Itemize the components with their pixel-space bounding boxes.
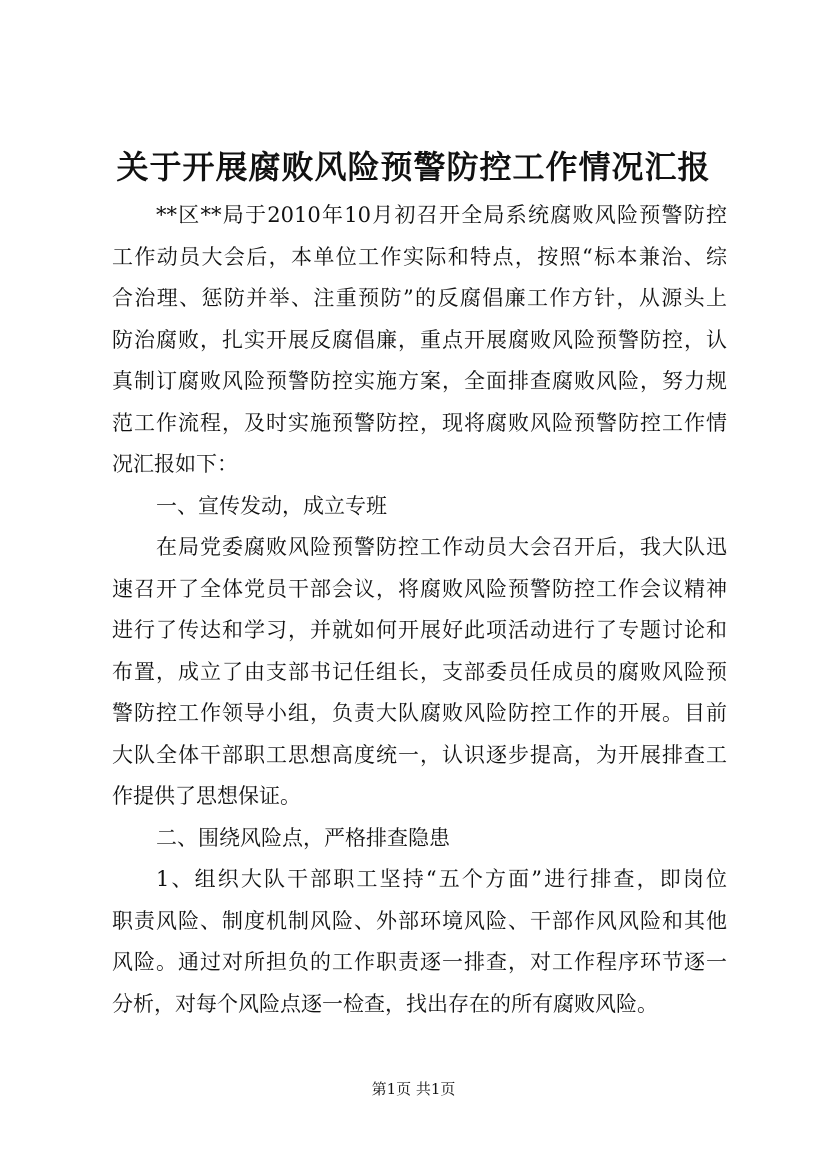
text-line: 二、围绕风险点，严格排查隐患 (156, 825, 450, 850)
text-line: 风险。通过对所担负的工作职责逐一排查，对工作程序环节逐一 (112, 950, 727, 974)
text-line: 1、组织大队干部职工坚持“五个方面”进行排查，即岗位 (156, 867, 727, 891)
page-footer: 第1页 共1页 (371, 1080, 456, 1098)
text-line: 作提供了思想保证。 (112, 784, 301, 808)
section-heading-2 (112, 818, 727, 860)
text-line: 警防控工作领导小组，负责大队腐败风险防控工作的开展。目前 (112, 701, 727, 725)
text-line: 速召开了全体党员干部会议，将腐败风险预警防控工作会议精神 (112, 576, 727, 601)
text-line: 在局党委腐败风险预警防控工作动员大会召开后，我大队迅 (156, 535, 727, 559)
document-title: 关于开展腐败风险预警防控工作情况汇报 (116, 148, 711, 186)
text-line: 防治腐败，扎实开展反腐倡廉，重点开展腐败风险预警防控，认 (112, 327, 727, 352)
text-line: **区**局于2010年10月初召开全局系统腐败风险预警防控 (156, 203, 727, 227)
text-line: 分析，对每个风险点逐一检查，找出存在的所有腐败风险。 (112, 991, 658, 1016)
text-line: 一、宣传发动，成立专班 (156, 493, 387, 518)
text-line: 进行了传达和学习，并就如何开展好此项活动进行了专题讨论和 (112, 618, 727, 642)
section-heading-1 (112, 486, 727, 528)
text-line: 合治理、惩防并举、注重预防”的反腐倡廉工作方针，从源头上 (112, 286, 727, 310)
paragraph-section-2-item-1 (112, 859, 727, 1025)
text-line: 职责风险、制度机制风险、外部环境风险、干部作风风险和其他 (112, 908, 727, 933)
text-line: 真制订腐败风险预警防控实施方案，全面排查腐败风险，努力规 (112, 369, 727, 393)
paragraph-section-1 (112, 527, 727, 818)
text-line: 范工作流程，及时实施预警防控，现将腐败风险预警防控工作情 (112, 410, 727, 435)
document-body (112, 195, 727, 1025)
text-line: 工作动员大会后，本单位工作实际和特点，按照“标本兼治、综 (112, 244, 727, 269)
paragraph-intro (112, 195, 727, 486)
text-line: 大队全体干部职工思想高度统一，认识逐步提高，为开展排查工 (112, 742, 727, 767)
text-line: 布置，成立了由支部书记任组长，支部委员任成员的腐败风险预 (112, 659, 727, 684)
text-line: 况汇报如下： (112, 452, 238, 476)
